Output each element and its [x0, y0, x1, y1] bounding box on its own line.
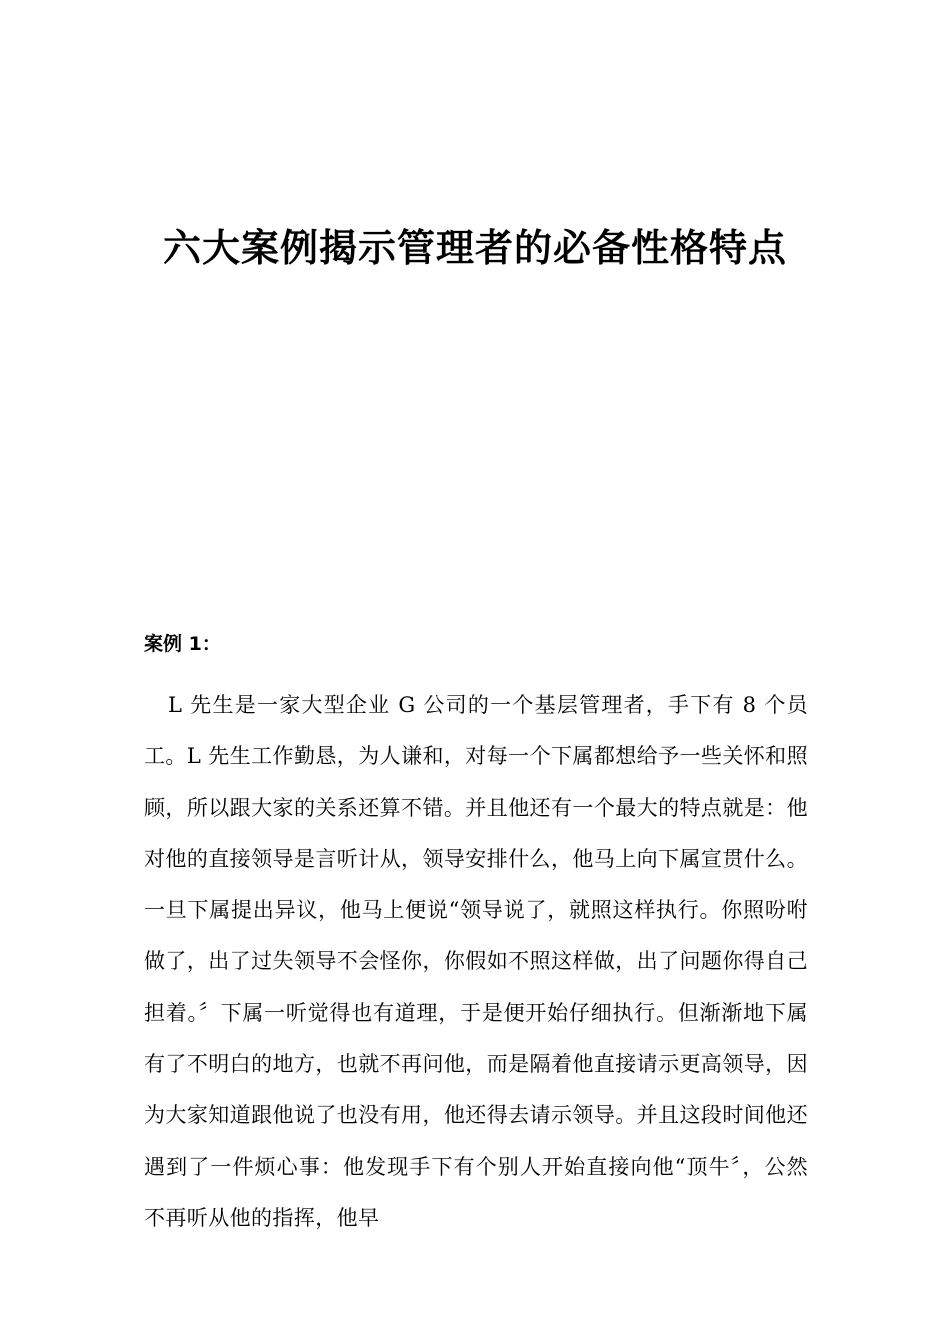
- case-paragraph: L 先生是一家大型企业 G 公司的一个基层管理者，手下有 8 个员工。L 先生工作勤恳，为人谦和，对每一个下属都想给予一些关怀和照顾，所以跟大家的关系还算不错。并且他还有一个最大的特点就是：他对他的直接领导是言听计从，领导安排什么，他马上向下属宣贯什么。一旦下属提出异议，他马上便说“领导说了，就照这样执行。你照吩咐做了，出了过失领导不会怪你，你假如不照这样做，出了问题你得自己担着。〞下属一听觉得也有道理，于是便开始仔细执行。但渐渐地下属有了不明白的地方，也就不再问他，而是隔着他直接请示更高领导，因为大家知道跟他说了也没有用，他还得去请示领导。并且这段时间他还遇到了一件烦心事：他发现手下有个别人开始直接向他“顶牛〞，公然不再听从他的指挥，他早: [144, 693, 808, 1230]
- case-heading: 案例 1：: [144, 633, 221, 655]
- document-title: 六大案例揭示管理者的必备性格特点: [162, 226, 787, 270]
